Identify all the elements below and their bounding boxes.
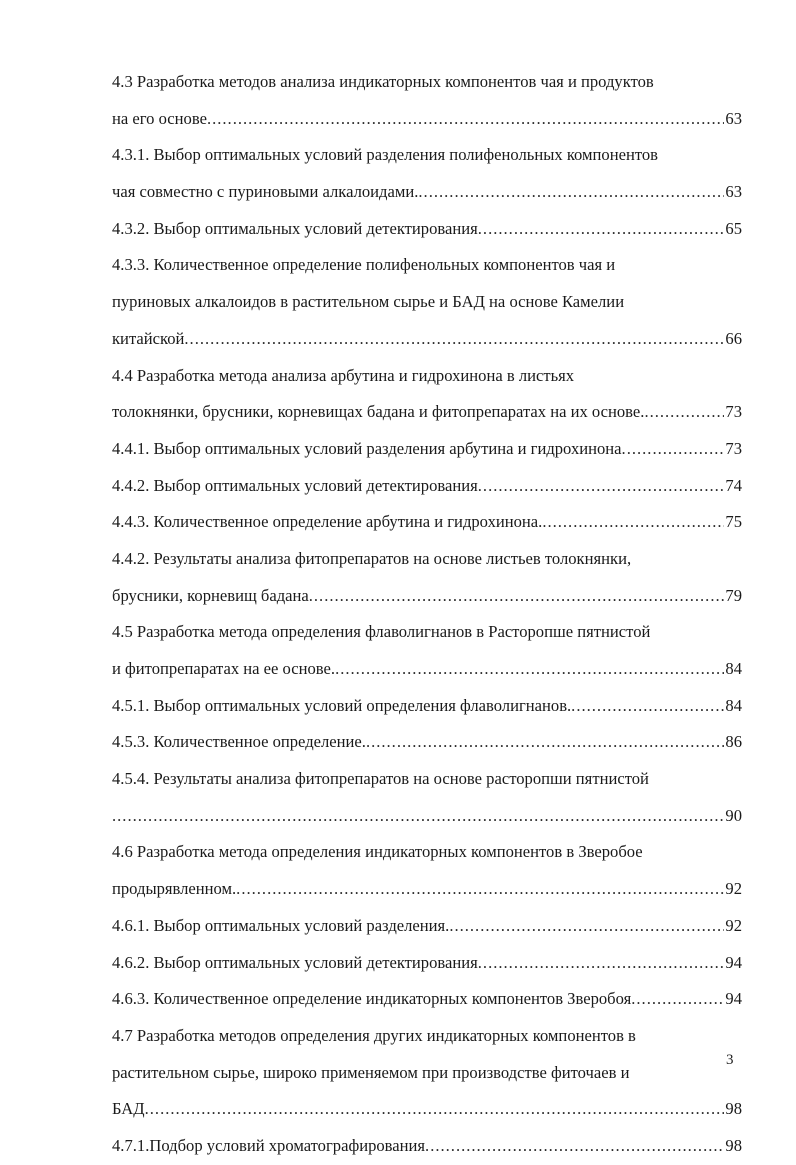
table-of-contents xyxy=(112,64,742,1165)
toc-entry xyxy=(112,981,742,1018)
toc-entry-title: 4.6.2. Выбор оптимальных условий детектирования xyxy=(112,952,478,972)
toc-page-ref: 90 xyxy=(725,805,742,825)
toc-entry-line xyxy=(112,468,742,505)
toc-entry-title: 4.6.1. Выбор оптимальных условий разделения. xyxy=(112,915,450,935)
toc-entry-line: 4.3.1. Выбор оптимальных условий разделения полифенольных компонентов xyxy=(112,145,658,165)
dot-leader xyxy=(571,688,724,725)
dot-leader xyxy=(309,578,725,615)
toc-page-ref: 92 xyxy=(725,915,742,935)
toc-page-ref: 65 xyxy=(725,218,742,238)
toc-page-ref: 79 xyxy=(725,585,742,605)
dot-leader xyxy=(236,871,724,908)
toc-entry xyxy=(112,137,742,210)
toc-entry-line xyxy=(112,101,742,138)
toc-page-ref: 94 xyxy=(725,952,742,972)
toc-entry xyxy=(112,358,742,431)
toc-page-ref: 66 xyxy=(725,328,742,348)
toc-entry-line: пуриновых алкалоидов в растительном сырье и БАД на основе Камелии xyxy=(112,292,625,312)
toc-entry-line xyxy=(112,321,742,358)
toc-entry-line: 4.3 Разработка методов анализа индикаторных компонентов чая и продуктов xyxy=(112,72,654,91)
toc-entry-title: продырявленном. xyxy=(112,879,237,899)
dot-leader xyxy=(478,468,725,505)
toc-entry xyxy=(112,541,742,614)
toc-page-ref: 63 xyxy=(725,182,742,202)
toc-entry xyxy=(112,908,742,945)
toc-page-ref: 63 xyxy=(725,108,742,128)
dot-leader xyxy=(418,174,724,211)
toc-entry-line: 4.5.4. Результаты анализа фитопрепаратов на основе расторопши пятнистой xyxy=(112,769,649,789)
toc-entry xyxy=(112,468,742,505)
toc-entry-title: толокнянки, брусники, корневищах бадана и фитопрепаратах на их основе. xyxy=(112,402,645,422)
toc-entry-line: 4.3.3. Количественное определение полифенольных компонентов чая и xyxy=(112,255,616,275)
toc-entry-line: 4.4 Разработка метода анализа арбутина и гидрохинона в листьях xyxy=(112,365,575,385)
toc-entry-line xyxy=(112,651,742,688)
dot-leader xyxy=(207,101,724,138)
page-number: 3 xyxy=(726,1052,734,1068)
toc-entry-title: БАД xyxy=(112,1099,145,1119)
dot-leader xyxy=(542,504,724,541)
toc-entry-line: растительном сырье, широко применяемом при производстве фиточаев и xyxy=(112,1062,630,1082)
dot-leader xyxy=(478,211,725,248)
toc-page-ref: 74 xyxy=(725,475,742,495)
toc-entry-line xyxy=(112,431,742,468)
toc-entry-line xyxy=(112,945,742,982)
dot-leader xyxy=(631,981,724,1018)
toc-entry-line xyxy=(112,174,742,211)
toc-page-ref: 75 xyxy=(725,512,742,532)
toc-entry xyxy=(112,64,742,137)
dot-leader xyxy=(184,321,724,358)
toc-entry-title: 4.7.1.Подбор условий хроматографирования xyxy=(112,1135,426,1155)
toc-entry-line xyxy=(112,394,742,431)
toc-entry-title: 4.4.3. Количественное определение арбутина и гидрохинона. xyxy=(112,512,543,532)
toc-entry-line xyxy=(112,1128,742,1165)
toc-page-ref: 94 xyxy=(725,989,742,1009)
dot-leader xyxy=(644,394,724,431)
toc-entry-line xyxy=(112,688,742,725)
dot-leader xyxy=(366,724,724,761)
toc-entry-title: 4.4.1. Выбор оптимальных условий разделения арбутина и гидрохинона xyxy=(112,438,622,458)
toc-entry xyxy=(112,945,742,982)
toc-page-ref: 98 xyxy=(725,1099,742,1119)
toc-entry-line: 4.7 Разработка методов определения других индикаторных компонентов в xyxy=(112,1025,636,1045)
toc-entry-line xyxy=(112,724,742,761)
toc-entry-line xyxy=(112,981,742,1018)
toc-entry-title: китайской xyxy=(112,328,185,348)
toc-entry xyxy=(112,1128,742,1165)
dot-leader xyxy=(622,431,725,468)
toc-entry xyxy=(112,211,742,248)
toc-entry xyxy=(112,504,742,541)
toc-entry-line xyxy=(112,908,742,945)
toc-entry xyxy=(112,1018,742,1128)
toc-entry-title: чая совместно с пуриновыми алкалоидами. xyxy=(112,182,419,202)
toc-entry-line: 4.5 Разработка метода определения флаволигнанов в Расторопше пятнистой xyxy=(112,622,651,642)
toc-entry xyxy=(112,834,742,907)
toc-page-ref: 98 xyxy=(725,1135,742,1155)
toc-entry-line xyxy=(112,578,742,615)
toc-entry xyxy=(112,761,742,834)
toc-entry-title: брусники, корневищ бадана xyxy=(112,585,309,605)
toc-entry-line xyxy=(112,798,742,835)
toc-entry xyxy=(112,688,742,725)
toc-page-ref: 84 xyxy=(725,659,742,678)
toc-entry xyxy=(112,431,742,468)
dot-leader xyxy=(478,945,725,982)
dot-leader xyxy=(335,651,724,688)
toc-entry-line xyxy=(112,1091,742,1128)
toc-page-ref: 86 xyxy=(725,732,742,752)
toc-entry-title: 4.4.2. Выбор оптимальных условий детектирования xyxy=(112,475,478,495)
toc-entry-title: 4.3.2. Выбор оптимальных условий детектирования xyxy=(112,218,478,238)
toc-entry-line: 4.6 Разработка метода определения индикаторных компонентов в Зверобое xyxy=(112,842,643,862)
toc-entry-line xyxy=(112,871,742,908)
toc-entry-title: на его основе xyxy=(112,108,207,128)
dot-leader xyxy=(449,908,724,945)
toc-entry-title: и фитопрепаратах на ее основе. xyxy=(112,659,336,678)
toc-entry-line: 4.4.2. Результаты анализа фитопрепаратов на основе листьев толокнянки, xyxy=(112,548,632,568)
toc-page-ref: 84 xyxy=(725,695,742,715)
toc-entry-title: 4.5.3. Количественное определение. xyxy=(112,732,366,752)
toc-entry-line xyxy=(112,211,742,248)
toc-entry xyxy=(112,247,742,357)
toc-entry-title: 4.6.3. Количественное определение индикаторных компонентов Зверобоя xyxy=(112,989,632,1009)
toc-entry-line xyxy=(112,504,742,541)
dot-leader xyxy=(425,1128,724,1165)
toc-entry xyxy=(112,724,742,761)
dot-leader xyxy=(112,798,724,835)
toc-entry xyxy=(112,614,742,687)
toc-entry-title: 4.5.1. Выбор оптимальных условий определения флаволигнанов. xyxy=(112,695,572,715)
dot-leader xyxy=(145,1091,725,1128)
toc-page-ref: 73 xyxy=(725,438,742,458)
toc-page-ref: 92 xyxy=(725,879,742,899)
toc-page-ref: 73 xyxy=(725,402,742,422)
